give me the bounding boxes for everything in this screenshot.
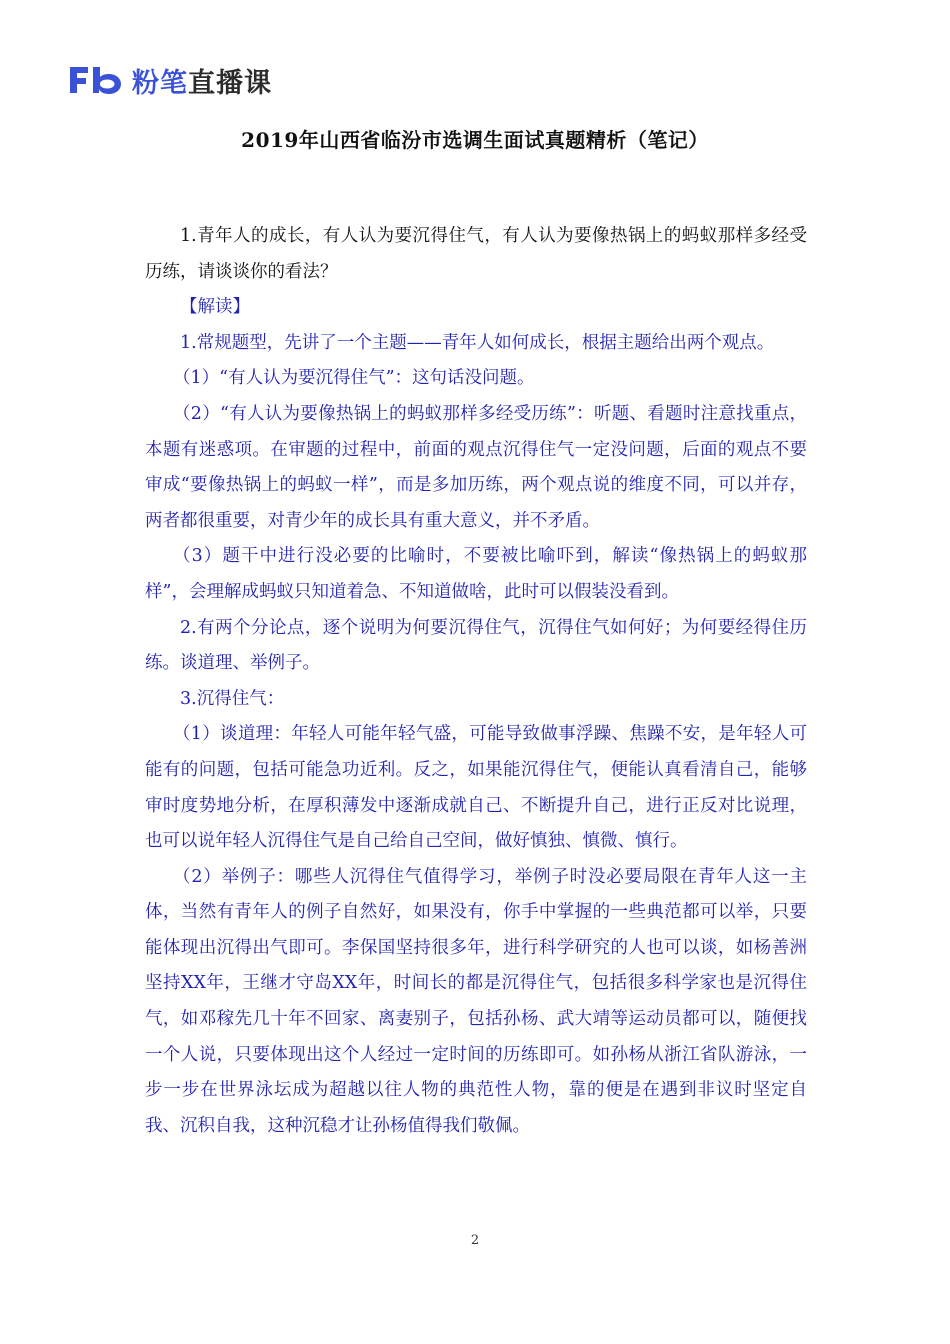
page-number: 2 xyxy=(470,1233,480,1248)
document-body xyxy=(145,219,807,1144)
body-paragraph: 1.常规题型，先讲了一个主题——青年人如何成长，根据主题给出两个观点。 xyxy=(180,332,775,353)
fb-logo-icon xyxy=(66,63,126,97)
body-paragraph: （2）举例子：哪些人沉得住气值得学习，举例子时没必要局限在青年人这一主体，当然有青年人的例子自然好，如果没有，你手中掌握的一些典范都可以举，只要能体现出沉得出气即可。李保国坚持很多年，进行科学研究的人也可以谈，如杨善洲坚持XX年，王继才守岛XX年，时间长的都是沉得住气，包括很多科学家也是沉得住气，如邓稼先几十年不回家、离妻别子，包括孙杨、武大靖等运动员都可以，随便找一个人说，只要体现出这个人经过一定时间的历练即可。如孙杨从浙江省队游泳，一步一步在世界泳坛成为超越以往人物的典范性人物，靠的便是在遇到非议时坚定自我、沉积自我，这种沉稳才让孙杨值得我们敬佩。 xyxy=(145,866,807,1136)
body-paragraph: 2.有两个分论点，逐个说明为何要沉得住气，沉得住气如何好；为何要经得住历练。谈道理、举例子。 xyxy=(145,617,807,674)
brand-name xyxy=(132,61,272,100)
section-label: 【解读】 xyxy=(180,297,250,318)
brand-name-rest: 直播课 xyxy=(188,67,272,99)
body-paragraph: （1）“有人认为要沉得住气”：这句话没问题。 xyxy=(173,368,535,389)
body-paragraph: 3.沉得住气： xyxy=(180,688,285,709)
body-paragraph: （2）“有人认为要像热锅上的蚂蚁那样多经受历练”：听题、看题时注意找重点，本题有迷惑项。在审题的过程中，前面的观点沉得住气一定没问题，后面的观点不要审成“要像热锅上的蚂蚁一样”，而是多加历练，两个观点说的维度不同，可以并存，两者都很重要，对青少年的成长具有重大意义，并不矛盾。 xyxy=(145,403,807,531)
document-title: 2019年山西省临汾市选调生面试真题精析（笔记） xyxy=(241,128,709,152)
body-paragraph: （1）谈道理：年轻人可能年轻气盛，可能导致做事浮躁、焦躁不安，是年轻人可能有的问题，包括可能急功近利。反之，如果能沉得住气，便能认真看清自己，能够审时度势地分析，在厚积薄发中逐渐成就自己、不断提升自己，进行正反对比说理，也可以说年轻人沉得住气是自己给自己空间，做好慎独、慎微、慎行。 xyxy=(145,724,807,852)
body-paragraph: （3）题干中进行没必要的比喻时，不要被比喻吓到，解读“像热锅上的蚂蚁那样”，会理解成蚂蚁只知道着急、不知道做啥，此时可以假装没看到。 xyxy=(145,546,807,602)
brand-name-main: 粉笔 xyxy=(132,67,188,99)
brand-logo xyxy=(66,60,272,100)
question-text: 1.青年人的成长，有人认为要沉得住气，有人认为要像热锅上的蚂蚁那样多经受历练，请谈谈你的看法？ xyxy=(145,226,807,282)
